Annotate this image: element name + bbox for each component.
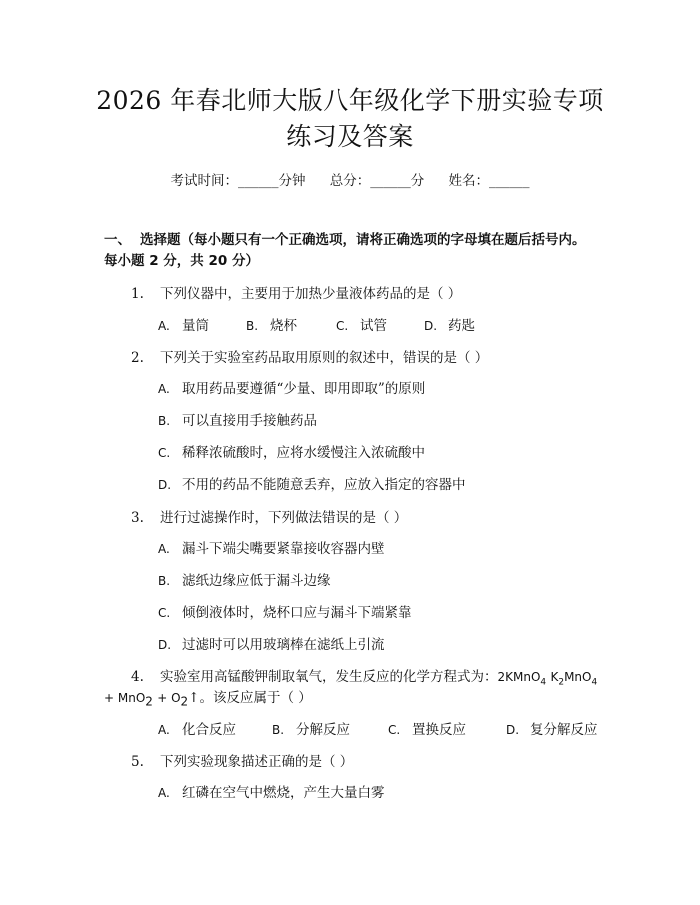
question-stem: 下列关于实验室药品取用原则的叙述中，错误的是（ ）	[160, 350, 489, 366]
document-title-line2: 练习及答案	[286, 122, 414, 151]
option-4a	[158, 718, 236, 738]
question-4-continued	[104, 686, 312, 709]
option-text: 药匙	[448, 318, 475, 334]
option-text: 试管	[360, 318, 387, 334]
option-text: 过滤时可以用玻璃棒在滤纸上引流	[182, 637, 385, 653]
question-stem: 下列仪器中，主要用于加热少量液体药品的是（ ）	[160, 286, 462, 302]
total-score-unit: 分	[410, 173, 425, 189]
option-letter: C.	[158, 446, 171, 460]
option-text: 漏斗下端尖嘴要紧靠接收容器内壁	[182, 541, 385, 557]
option-1c	[336, 314, 387, 334]
option-text: 稀释浓硫酸时，应将水缓慢注入浓硫酸中	[182, 445, 425, 461]
option-2a	[158, 377, 425, 397]
question-number: 2.	[131, 350, 144, 366]
option-letter: D.	[158, 638, 172, 652]
option-letter: C.	[388, 723, 401, 737]
section-instructions-line1: 选择题（每小题只有一个正确选项，请将正确选项的字母填在题后括号内。	[140, 232, 586, 248]
equation-term: K	[550, 670, 559, 684]
option-1b	[246, 314, 297, 334]
equation-subscript: 2	[180, 694, 189, 709]
option-letter: C.	[336, 319, 349, 333]
option-4c	[388, 718, 466, 738]
option-letter: D.	[424, 319, 438, 333]
option-letter: A.	[158, 723, 170, 737]
option-text: 复分解反应	[530, 722, 598, 738]
question-number: 3.	[131, 510, 144, 526]
total-score-field	[330, 173, 425, 189]
option-letter: B.	[246, 319, 259, 333]
option-text: 量筒	[182, 318, 209, 334]
exam-time-blank: ______	[237, 173, 279, 189]
student-name-blank: ______	[489, 173, 530, 189]
question-5	[131, 750, 353, 770]
option-5a	[158, 781, 385, 801]
option-4b	[272, 718, 350, 738]
option-text: 烧杯	[270, 318, 297, 334]
option-letter: A.	[158, 786, 170, 800]
equation-subscript: 4	[540, 677, 547, 688]
question-number: 1.	[131, 286, 144, 302]
question-stem: 下列实验现象描述正确的是（ ）	[160, 754, 354, 770]
option-text: 取用药品要遵循“少量、即用即取”的原则	[182, 381, 426, 397]
option-text: 倾倒液体时，烧杯口应与漏斗下端紧靠	[182, 605, 412, 621]
equation-subscript: 2	[558, 677, 565, 688]
option-text: 红磷在空气中燃烧，产生大量白雾	[182, 785, 385, 801]
option-letter: A.	[158, 319, 170, 333]
option-2c	[158, 441, 425, 461]
option-3a	[158, 537, 385, 557]
section-number: 一、	[104, 232, 131, 248]
question-2	[131, 346, 488, 366]
option-text: 不用的药品不能随意丢弃，应放入指定的容器中	[182, 477, 466, 493]
question-stem-tail: ↑。该反应属于（ ）	[188, 690, 312, 706]
student-name-field	[449, 173, 530, 189]
option-text: 滤纸边缘应低于漏斗边缘	[182, 573, 331, 589]
equation-term: + O	[157, 691, 181, 705]
option-4d	[506, 718, 598, 738]
equation-reactant	[497, 670, 547, 688]
option-text: 分解反应	[296, 722, 350, 738]
question-number: 5.	[131, 754, 144, 770]
option-letter: C.	[158, 606, 171, 620]
option-letter: B.	[272, 723, 285, 737]
option-3c	[158, 601, 412, 621]
option-letter: D.	[158, 478, 172, 492]
option-3b	[158, 569, 331, 589]
option-text: 置换反应	[412, 722, 466, 738]
exam-time-label: 考试时间：	[170, 173, 238, 189]
equation-subscript: 2	[145, 694, 153, 709]
question-stem: 进行过滤操作时，下列做法错误的是（ ）	[160, 510, 408, 526]
exam-time-unit: 分钟	[278, 173, 306, 189]
question-stem: 实验室用高锰酸钾制取氧气，发生反应的化学方程式为：	[160, 669, 498, 685]
equation-subscript: 4	[591, 677, 598, 688]
equation-term: 2KMnO	[497, 670, 541, 684]
option-letter: A.	[158, 382, 170, 396]
option-2d	[158, 473, 466, 493]
question-3	[131, 506, 407, 526]
exam-time-field	[170, 173, 305, 189]
option-text: 可以直接用手接触药品	[182, 413, 317, 429]
question-4	[131, 665, 597, 687]
exam-info-line	[0, 169, 700, 189]
option-letter: B.	[158, 414, 171, 428]
document-title-line1: 2026 年春北师大版八年级化学下册实验专项	[96, 86, 604, 115]
student-name-label: 姓名：	[448, 173, 490, 189]
option-1d	[424, 314, 475, 334]
section-heading-choice	[104, 230, 624, 272]
question-1	[131, 282, 461, 302]
equation-product-1	[550, 670, 598, 688]
question-number: 4.	[131, 669, 144, 685]
option-3d	[158, 633, 385, 653]
option-text: 化合反应	[182, 722, 236, 738]
section-instructions-line2: 每小题 2 分，共 20 分）	[104, 253, 259, 269]
total-score-label: 总分：	[329, 173, 371, 189]
option-letter: A.	[158, 542, 170, 556]
equation-term: + MnO	[104, 691, 146, 705]
option-letter: D.	[506, 723, 520, 737]
total-score-blank: ______	[370, 173, 411, 189]
option-2b	[158, 409, 317, 429]
option-1a	[158, 314, 209, 334]
equation-term: MnO	[564, 670, 592, 684]
option-letter: B.	[158, 574, 171, 588]
